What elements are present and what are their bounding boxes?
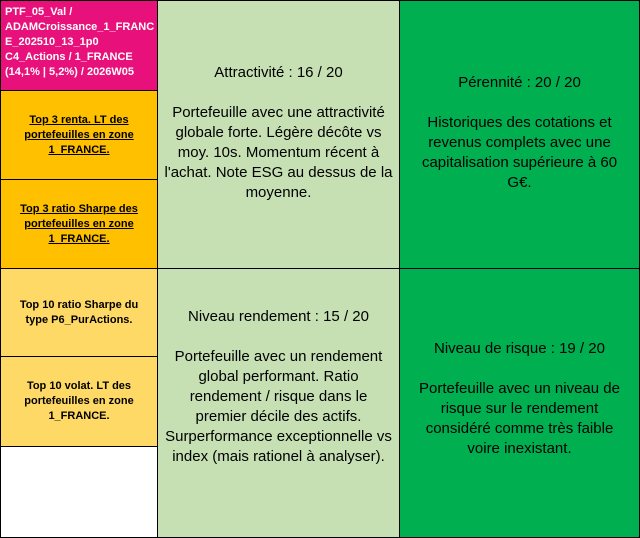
risque-title: Niveau de risque : 19 / 20 (434, 340, 605, 357)
portfolio-label-line: (14,1% | 5,2%) / 2026W05 (5, 66, 135, 78)
attractivite-cell (157, 0, 400, 269)
portfolio-label-line: E_202510_13_1p0 (5, 36, 99, 48)
badge-text: Top 3 renta. LT des portefeuilles en zone 1_FRANCE. (24, 113, 134, 156)
attractivite-title: Attractivité : 16 / 20 (214, 64, 343, 81)
rendement-cell (157, 268, 400, 538)
badge-text: Top 10 ratio Sharpe du type P6_PurActions. (19, 298, 139, 326)
risque-text: Portefeuille avec un niveau de risque sur le rendement considéré comme très faible voire inexistant. (419, 380, 620, 457)
perennite-cell (399, 0, 640, 269)
badge-text: Top 10 volat. LT des portefeuilles en zone 1_FRANCE. (24, 380, 134, 422)
badge-top10-volat-lt (0, 356, 158, 447)
badge-text: Top 3 ratio Sharpe des portefeuilles en zone 1_FRANCE. (20, 202, 138, 245)
perennite-text: Historiques des cotations et revenus complets avec une capitalisation supérieure à 60 G€. (421, 114, 618, 191)
rendement-title: Niveau rendement : 15 / 20 (188, 308, 369, 325)
rendement-text: Portefeuille avec un rendement global performant. Ratio rendement / risque dans le premier décile des actifs. Surperformance exceptionnelle vs index (mais rationel à analyser). (165, 348, 392, 465)
badge-top10-sharpe-type (0, 268, 158, 357)
badge-top3-sharpe (0, 179, 158, 269)
badge-top3-renta-lt (0, 90, 158, 180)
portfolio-label-cell (0, 0, 158, 91)
attractivite-text: Portefeuille avec une attractivité globale forte. Légère décôte vs moy. 10s. Momentum récent à l'achat. Note ESG au dessus de la moyenne. (164, 104, 393, 201)
portfolio-label-line: ADAMCroissance_1_FRANC (5, 21, 155, 33)
perennite-title: Pérennité : 20 / 20 (458, 74, 581, 91)
blank-cell (0, 446, 158, 538)
portfolio-label-line: PTF_05_Val / (5, 6, 73, 18)
portfolio-label-line: C4_Actions / 1_FRANCE (5, 51, 133, 63)
risque-cell (399, 268, 640, 538)
